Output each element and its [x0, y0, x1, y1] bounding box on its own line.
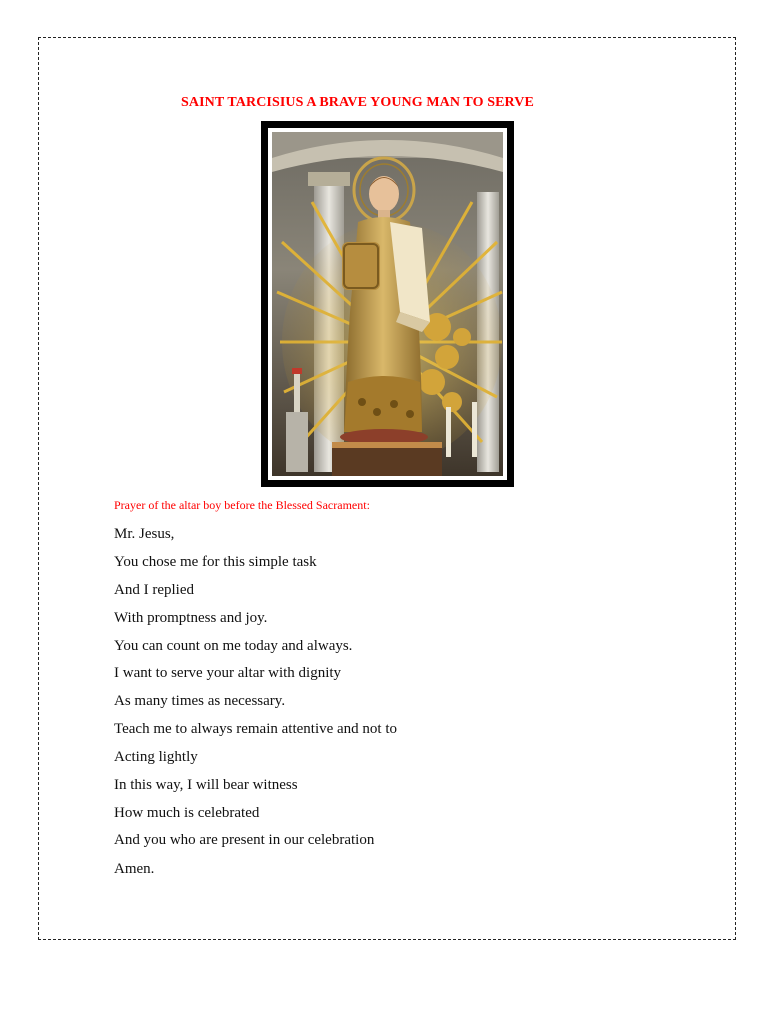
document-title: SAINT TARCISIUS A BRAVE YOUNG MAN TO SERVE	[181, 95, 534, 110]
prayer-line: How much is celebrated	[114, 805, 260, 821]
prayer-line: Mr. Jesus,	[114, 526, 175, 542]
prayer-line: In this way, I will bear witness	[114, 777, 298, 793]
prayer-line: You chose me for this simple task	[114, 554, 317, 570]
saint-statue-photo	[272, 132, 503, 476]
prayer-line: Teach me to always remain attentive and not to	[114, 721, 398, 737]
prayer-line: And I replied	[114, 582, 194, 598]
prayer-line: And you who are present in our celebration	[114, 832, 375, 848]
prayer-line: Acting lightly	[114, 749, 198, 765]
prayer-line: With promptness and joy.	[114, 610, 268, 626]
prayer-subtitle: Prayer of the altar boy before the Blessed Sacrament:	[114, 498, 370, 512]
prayer-line: You can count on me today and always.	[114, 638, 353, 654]
saint-photo-frame	[261, 121, 514, 487]
prayer-line: Amen.	[114, 861, 155, 877]
prayer-line: As many times as necessary.	[114, 693, 286, 709]
prayer-line: I want to serve your altar with dignity	[114, 665, 342, 681]
